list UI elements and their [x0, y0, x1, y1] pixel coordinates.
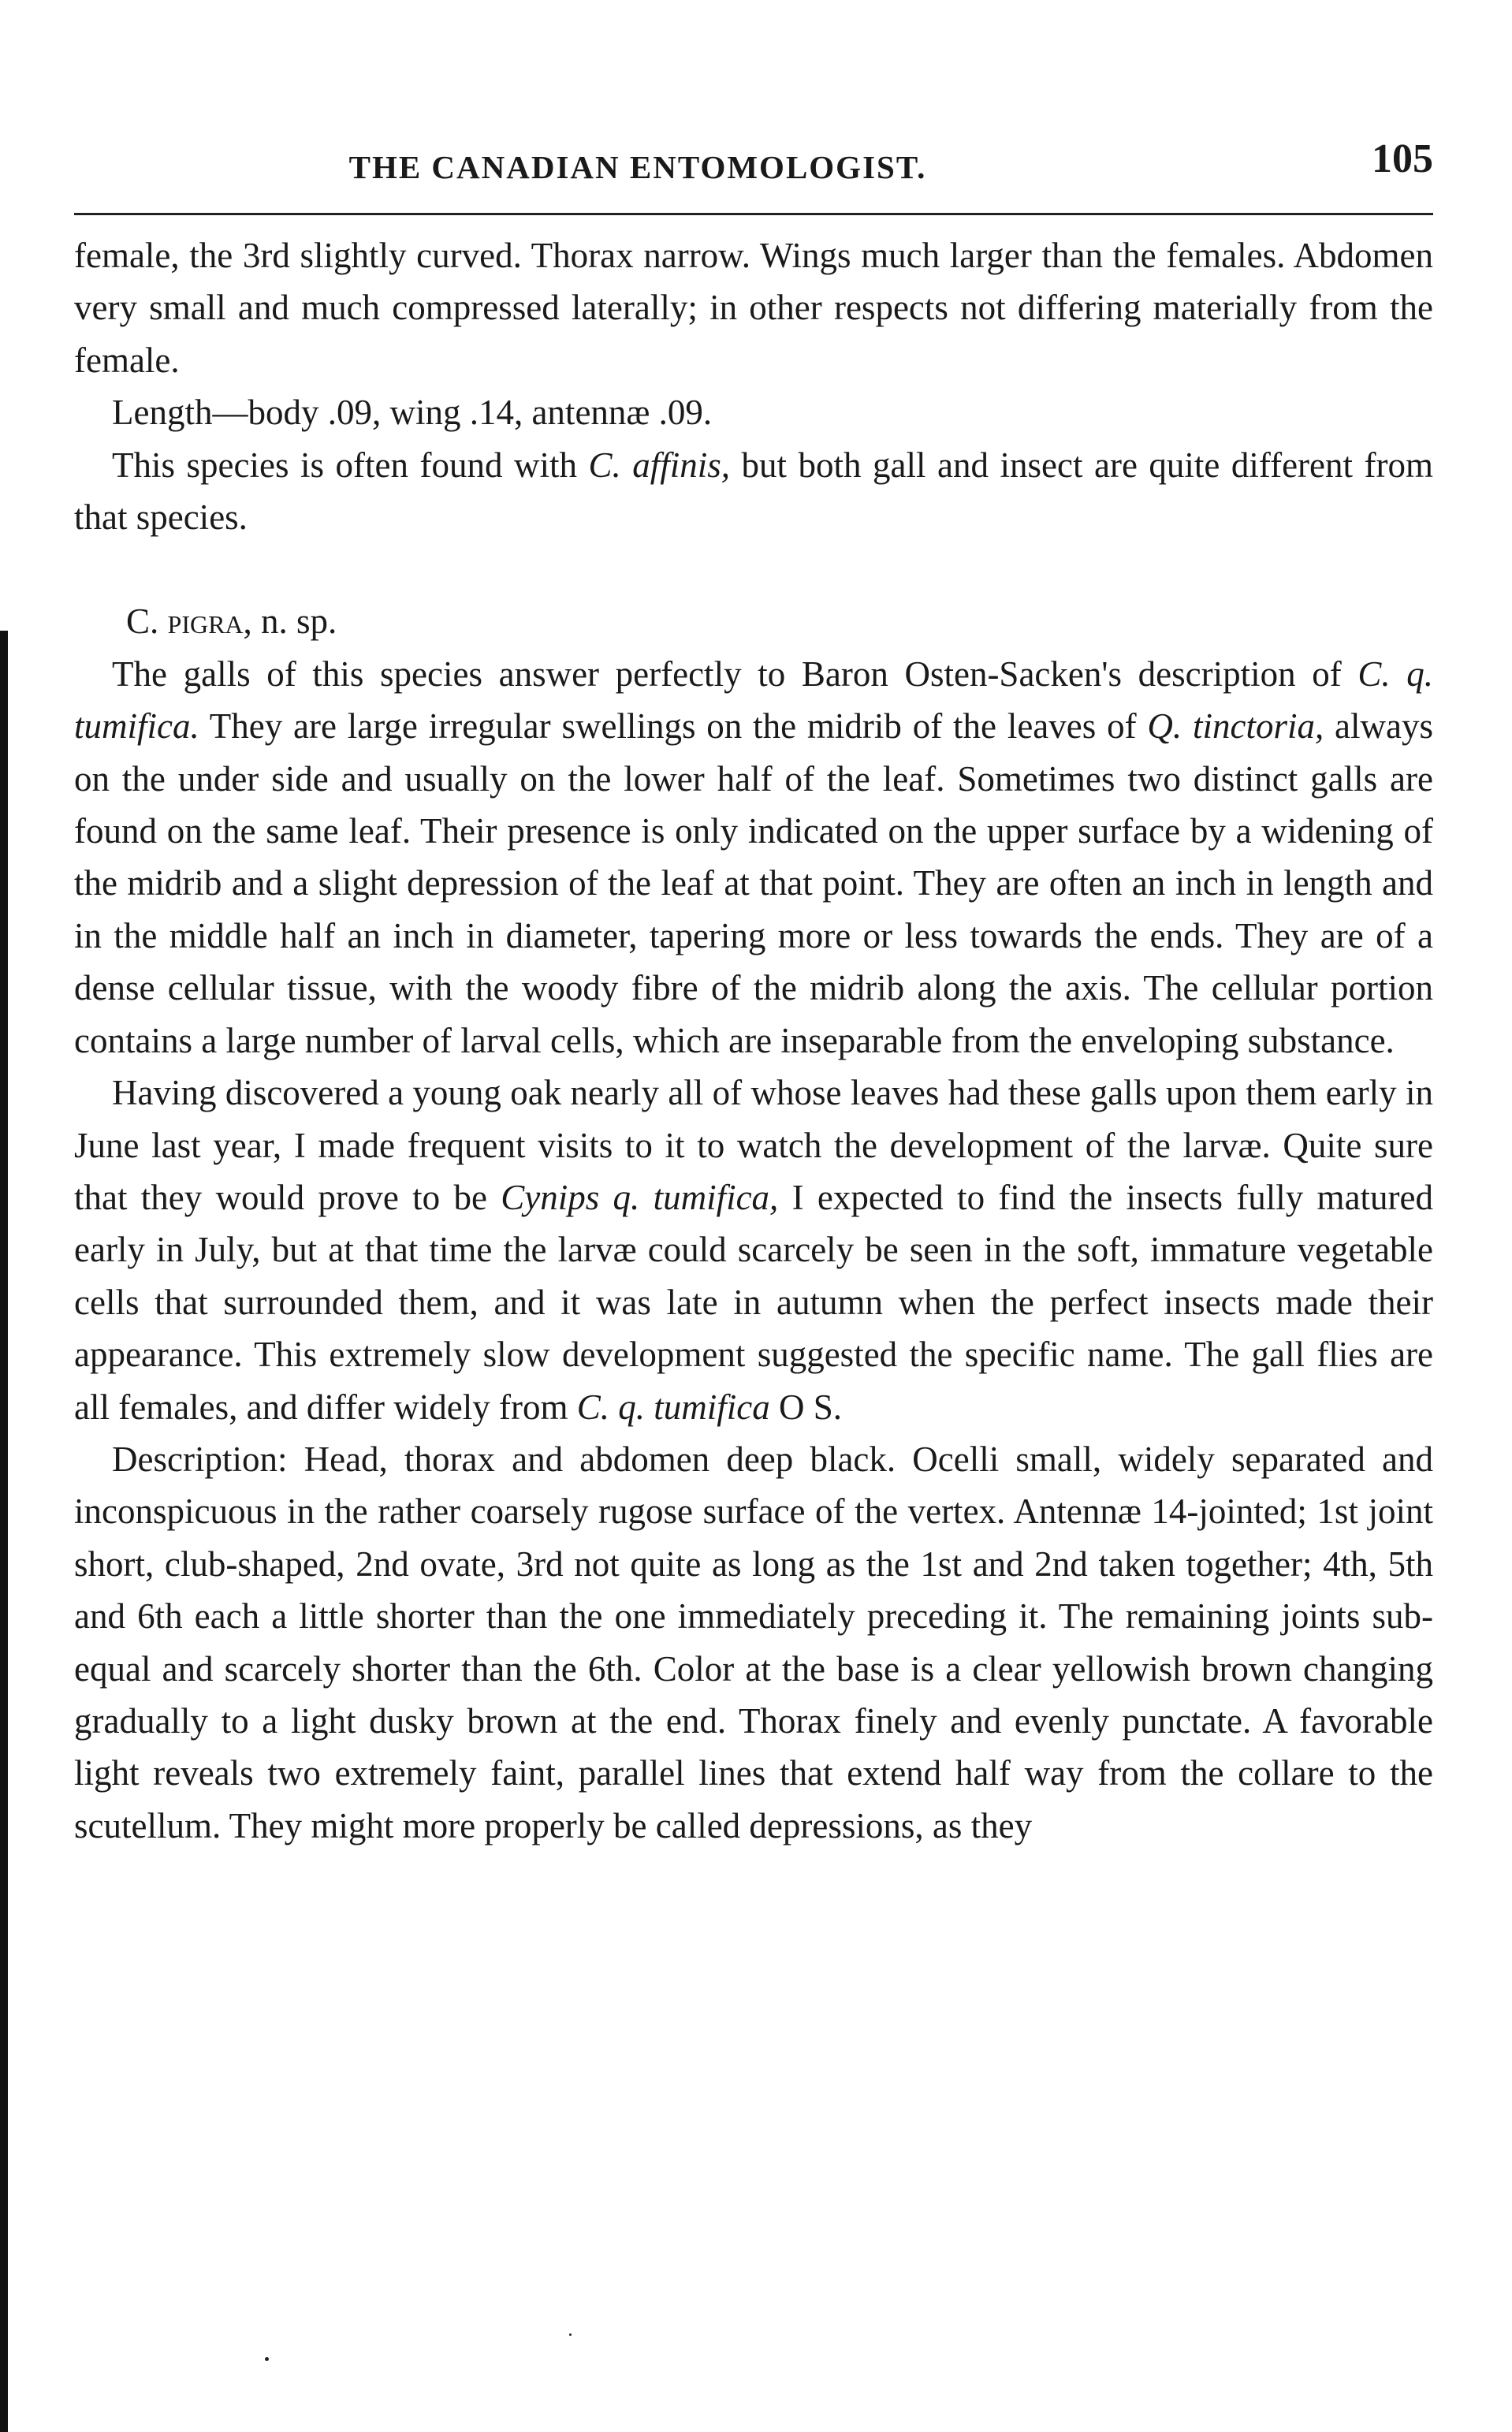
- species-name: C. q. tumifica.: [74, 654, 1434, 747]
- running-header: [74, 132, 1433, 203]
- paragraph-description: Description: Head, thorax and abdomen deep black. Ocelli small, widely separated and inconspicuous in the rather coarsely rugose surface of the vertex. Antennæ 14-jointed; 1st joint short, club-shaped, 2nd ovate, 3rd not quite as long as the 1st and 2nd taken together; 4th, 5th and 6th each a little shorter than the one immediately preceding it. The remaining joints sub-equal and scarcely shorter than the 6th. Color at the base is a clear yellowish brown changing gradually to a light dusky brown at the end. Thorax finely and evenly punctate. A favorable light reveals two extremely faint, parallel lines that extend half way from the collare to the scutellum. They might more properly be called depressions, as they: [74, 1439, 1433, 1845]
- species-name: C. affinis,: [588, 445, 731, 485]
- header-rule: [74, 213, 1433, 215]
- paragraph-development: Having discovered a young oak nearly all of whose leaves had these galls upon them early in June last year, I made frequent visits to it to watch the development of the larvæ. Quite sure that they would prove to be Cynips q. tumifica, I expected to find the insects fully matured early in July, but at that time the larvæ could scarcely be seen in the soft, immature vegetable cells that surrounded them, and it was late in autumn when the perfect insects made their appearance. This extremely slow development suggested the specific name. The gall flies are all females, and differ widely from C. q. tumifica O S.: [74, 1073, 1433, 1427]
- paragraph-measurements: Length—body .09, wing .14, antennæ .09.: [112, 393, 713, 433]
- scan-speck: [569, 2333, 572, 2336]
- species-name: Cynips q. tumifica,: [501, 1177, 779, 1217]
- journal-title: THE CANADIAN ENTOMOLOGIST.: [348, 149, 927, 185]
- page: [74, 132, 1433, 1852]
- scan-speck: [265, 2357, 269, 2361]
- paragraph-galls: The galls of this species answer perfectly to Baron Osten-Sacken's description of C. q. tumifica. They are large irregular swellings on the midrib of the leaves of Q. tinctoria, always on the under side and usually on the lower half of the leaf. Sometimes two distinct galls are found on the same leaf. Their presence is only indicated on the upper surface by a widening of the midrib and a slight depression of the leaf at that point. They are often an inch in length and in the middle half an inch in diameter, tapering more or less towards the ends. They are of a dense cellular tissue, with the woody fibre of the midrib along the axis. The cellular portion contains a large number of larval cells, which are inseparable from the enveloping substance.: [74, 654, 1434, 1060]
- paragraph-continuation: female, the 3rd slightly curved. Thorax narrow. Wings much larger than the females. Abdomen very small and much compressed laterally; in other respects not differing materially from the female.: [74, 236, 1433, 380]
- paragraph-affinis: This species is often found with C. affinis, but both gall and insect are quite different from that species.: [74, 445, 1433, 538]
- species-name: Q. tinctoria,: [1147, 706, 1324, 747]
- section-gap: [74, 543, 1433, 595]
- page-number: 105: [1372, 136, 1433, 181]
- species-name: C. q. tumifica: [576, 1387, 770, 1427]
- scan-edge-shadow: [0, 631, 8, 2432]
- body-text: [74, 229, 1433, 1852]
- species-heading: C. pigra, n. sp.: [126, 601, 337, 642]
